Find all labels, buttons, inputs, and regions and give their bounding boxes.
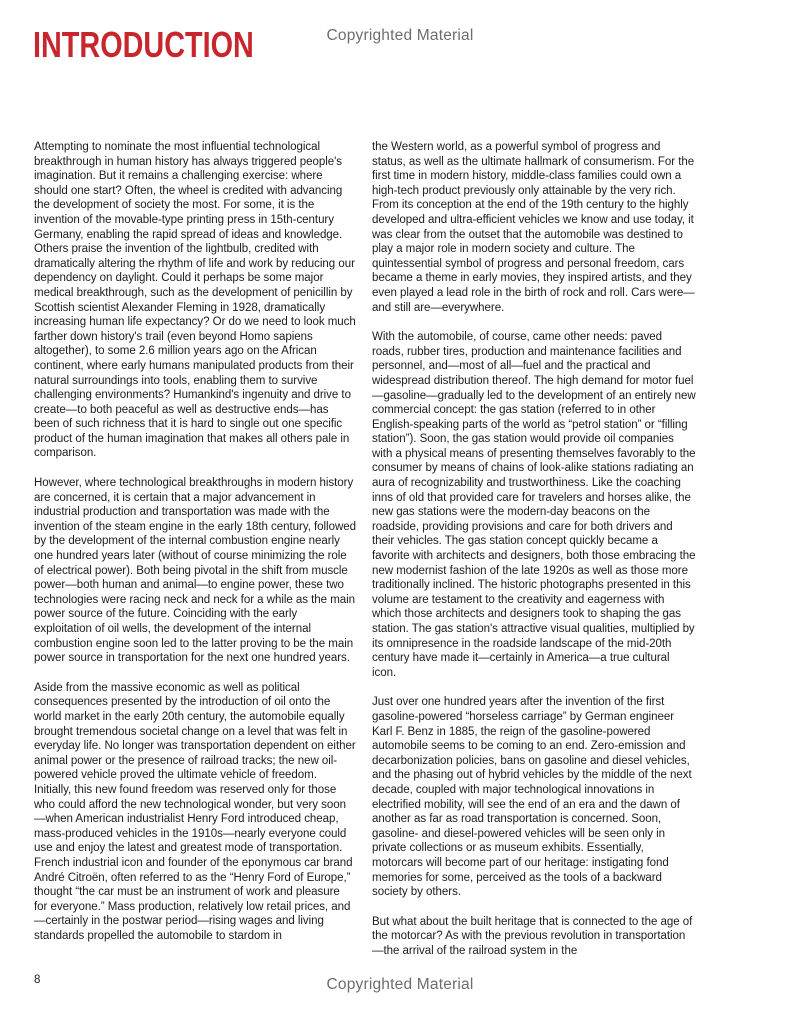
paragraph: the Western world, as a powerful symbol of progress and status, as well as the ultimate hallmark of consumerism. For the first time in modern history, middle-class families could own a high-tech product previously only attainable by the very rich. From its conception at the end of the 19th century to the highly developed and ultra-efficient vehicles we know and use today, it was clear from the outset that the automobile was destined to play a major role in modern society and culture. The quintessential symbol of progress and personal freedom, cars became a theme in early movies, they inspired artists, and they even played a lead role in the birth of rock and roll. Cars were—and still are—everywhere. [372, 141, 695, 314]
page-title: INTRODUCTION [33, 24, 254, 65]
paragraph: Just over one hundred years after the invention of the first gasoline-powered “horseless carriage” by German engineer Karl F. Benz in 1885, the reign of the gasoline-powered automobile seems to be coming to an end. Zero-emission and decarbonization policies, bans on gasoline and diesel vehicles, and the phasing out of hybrid vehicles by the middle of the next decade, coupled with major technological innovations in electrified mobility, will see the end of an era and the dawn of another as far as road transportation is concerned. Soon, gasoline- and diesel-powered vehicles will be seen only in private collections or as museum exhibits. Essentially, motorcars will become part of our heritage: instigating fond memories for some, perceived as the tools of a backward society by others. [372, 696, 692, 899]
paragraph: Attempting to nominate the most influential technological breakthrough in human history has always triggered people's imagination. But it remains a challenging exercise: where should one start? Often, the wheel is credited with advancing the development of society the most. For some, it is the invention of the movable-type printing press in 15th-century Germany, enabling the rapid spread of ideas and knowledge. Others praise the invention of the lightbulb, credited with dramatically altering the rhythm of life and work by reducing our dependency on daylight. Could it perhaps be some major medical breakthrough, such as the development of penicillin by Scottish scientist Alexander Fleming in 1928, dramatically increasing human life expectancy? Or do we need to look much farther down history's trail (even beyond Homo sapiens altogether), to some 2.6 million years ago on the African continent, where early humans manipulated products from their natural surroundings into tools, enabling them to survive challenging environments? Humankind's ingenuity and drive to create—to both peaceful as well as destructive ends—has been of such richness that it is hard to single out one specific product of the human imagination that makes all others pale in comparison. [34, 141, 356, 460]
paragraph: But what about the built heritage that is connected to the age of the motorcar? As with the previous revolution in transportation—the arrival of the railroad system in the [372, 915, 693, 957]
copyright-watermark-top: Copyrighted Material [326, 27, 474, 44]
page-number: 8 [34, 974, 41, 986]
paragraph: Aside from the massive economic as well as political consequences presented by the introduction of oil onto the world market in the early 20th century, the automobile equally brought tremendous societal change on a level that was felt in everyday life. No longer was transportation dependent on either animal power or the presence of railroad tracks; the new oil-powered vehicle proved the ultimate vehicle of freedom. Initially, this new found freedom was reserved only for those who could afford the new technological wonder, but very soon—when American industrialist Henry Ford introduced cheap, mass-produced vehicles in the 1910s—nearly everyone could use and enjoy the latest and greatest mode of transportation. French industrial icon and founder of the eponymous car brand André Citroën, often referred to as the “Henry Ford of Europe,” thought “the car must be an instrument of work and pleasure for everyone.” Mass production, relatively low retail prices, and—certainly in the postwar period—rising wages and living standards propelled the automobile to stardom in [34, 681, 356, 942]
copyright-watermark-bottom: Copyrighted Material [326, 976, 474, 993]
right-text-column [372, 140, 696, 973]
left-text-column [34, 140, 356, 958]
paragraph: With the automobile, of course, came other needs: paved roads, rubber tires, production and maintenance facilities and personnel, and—most of all—fuel and the practical and widespread distribution thereof. The high demand for motor fuel—gasoline—gradually led to the development of an entirely new commercial concept: the gas station (referred to in other English-speaking parts of the world as “petrol station” or “filling station”). Soon, the gas station would provide oil companies with a physical means of presenting themselves favorably to the consumer by means of chains of look-alike stations radiating an aura of recognizability and trustworthiness. Like the coaching inns of old that provided care for travelers and horses alike, the new gas stations were the modern-day beacons on the roadside, providing provisions and care for both drivers and their vehicles. The gas station concept quickly became a favorite with architects and designers, both those embracing the new modernist fashion of the late 1920s as well as those more traditionally inclined. The historic photographs presented in this volume are testament to the creativity and eagerness with which those architects and designers took to shaping the gas station. The gas station's attractive visual qualities, multiplied by its omnipresence in the roadside landscape of the mid-20th century have made it—certainly in America—a true cultural icon. [372, 331, 696, 679]
paragraph: However, where technological breakthroughs in modern history are concerned, it is certain that a major advancement in industrial production and transportation was made with the invention of the steam engine in the early 18th century, followed by the development of the internal combustion engine nearly one hundred years later (without of course minimizing the role of electrical power). Both being pivotal in the shift from muscle power—both human and animal—to engine power, these two technologies were racing neck and neck for a while as the main power source of the future. Coinciding with the early exploitation of oil wells, the development of the internal combustion engine soon led to the latter proving to be the main power source in transportation for the next one hundred years. [34, 477, 356, 665]
